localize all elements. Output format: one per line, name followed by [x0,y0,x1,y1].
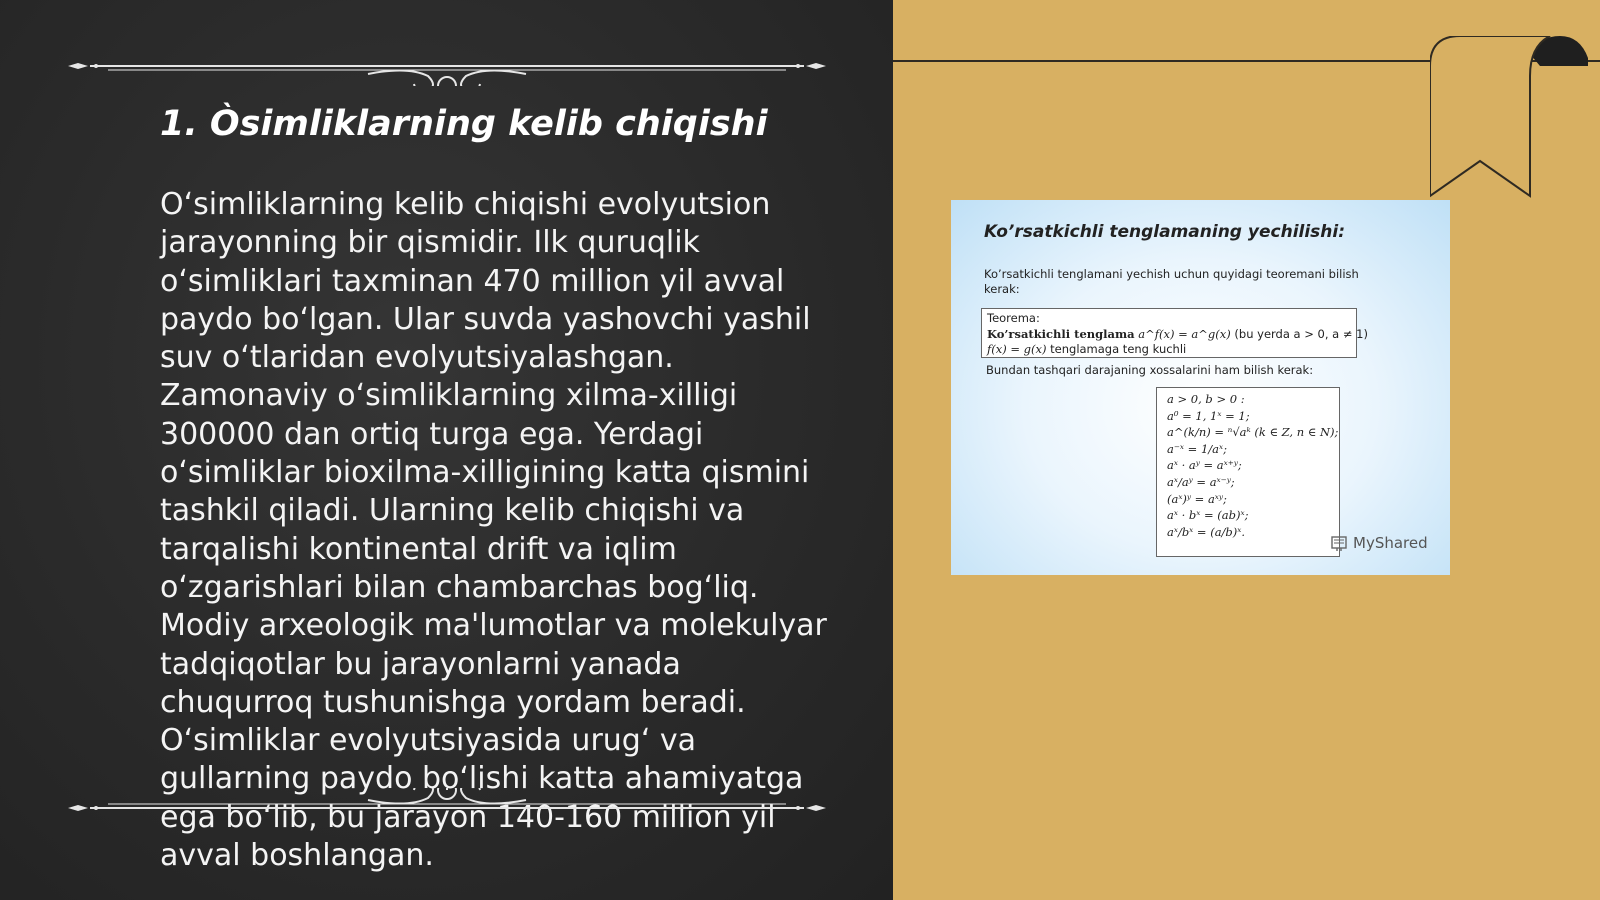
slide-title: 1. Òsimliklarning kelib chiqishi [160,104,768,144]
exponent-properties-box [1156,387,1340,557]
top-ornament-divider [68,46,826,86]
theorem-formula: a^f(x) = a^g(x) [1138,326,1231,341]
property-line: a⁰ = 1, 1ˣ = 1; [1167,408,1250,423]
property-line: (aˣ)ʸ = aˣʸ; [1167,491,1227,506]
watermark-text: MyShared [1353,534,1428,552]
theorem-heading: Teorema: [987,311,1040,325]
properties-intro-text: Bundan tashqari darajaning xossalarini ham bilish kerak: [986,363,1314,377]
figure-title: Ko’rsatkichli tenglamaning yechilishi: [984,222,1346,242]
property-line: aˣ · aʸ = aˣ⁺ʸ; [1167,458,1242,473]
bottom-ornament-divider [68,788,826,828]
property-line: aˣ/bˣ = (a/b)ˣ. [1167,524,1246,539]
property-line: a > 0, b > 0 : [1167,392,1245,406]
theorem-line-2 [987,342,1351,358]
property-line: aˣ/aʸ = aˣ⁻ʸ; [1167,474,1235,489]
watermark [1331,534,1428,552]
bookmark-ribbon-icon [1430,36,1600,201]
property-line: a⁻ˣ = 1/aˣ; [1167,441,1227,456]
figure-intro-text: Ko’rsatkichli tenglamani yechish uchun quyidagi teoremani bilish kerak: [984,267,1359,296]
theorem-equivalent-formula: f(x) = g(x) [987,342,1047,356]
theorem-equivalent-text: tenglamaga teng kuchli [1050,342,1187,356]
theorem-box [981,308,1368,358]
slide-body-text: O‘simliklarning kelib chiqishi evolyutsion jarayonning bir qismidir. Ilk quruqlik o‘simliklari taxminan 470 million yil avval paydo bo‘lgan. Ular suvda yashovchi yashil suv o‘tlaridan evolyutsiyalashgan. Zamonaviy o‘simliklarning xilma-xilligi 300000 dan ortiq turga ega. Yerdagi o‘simliklar bioxilma-xilligining katta qismini tashkil qiladi. Ularning kelib chiqishi va tarqalishi kontinental drift va iqlim o‘zgarishlari bilan chambarchas bog‘liq. Modiy arxeologik ma'lumotlar va molekulyar tadqiqotlar bu jarayonlarni yanada chuqurroq tushunishga yordam beradi. O‘simliklar evolyutsiyasida urug‘ va gullarning paydo bo‘lishi katta ahamiyatga ega bo‘lib, bu jarayon 140-160 million yil avval boshlangan. [160,187,827,874]
myshared-logo-icon [1331,534,1349,552]
property-line: a^(k/n) = ⁿ√aᵏ (k ∈ Z, n ∈ N); [1167,425,1339,440]
math-reference-image [951,200,1450,575]
theorem-line-1 [987,326,1368,343]
property-line: aˣ · bˣ = (ab)ˣ; [1167,508,1249,523]
theorem-bold-label: Ko’rsatkichli tenglama [987,326,1135,341]
theorem-condition: (bu yerda a > 0, a ≠ 1) [1234,326,1368,341]
